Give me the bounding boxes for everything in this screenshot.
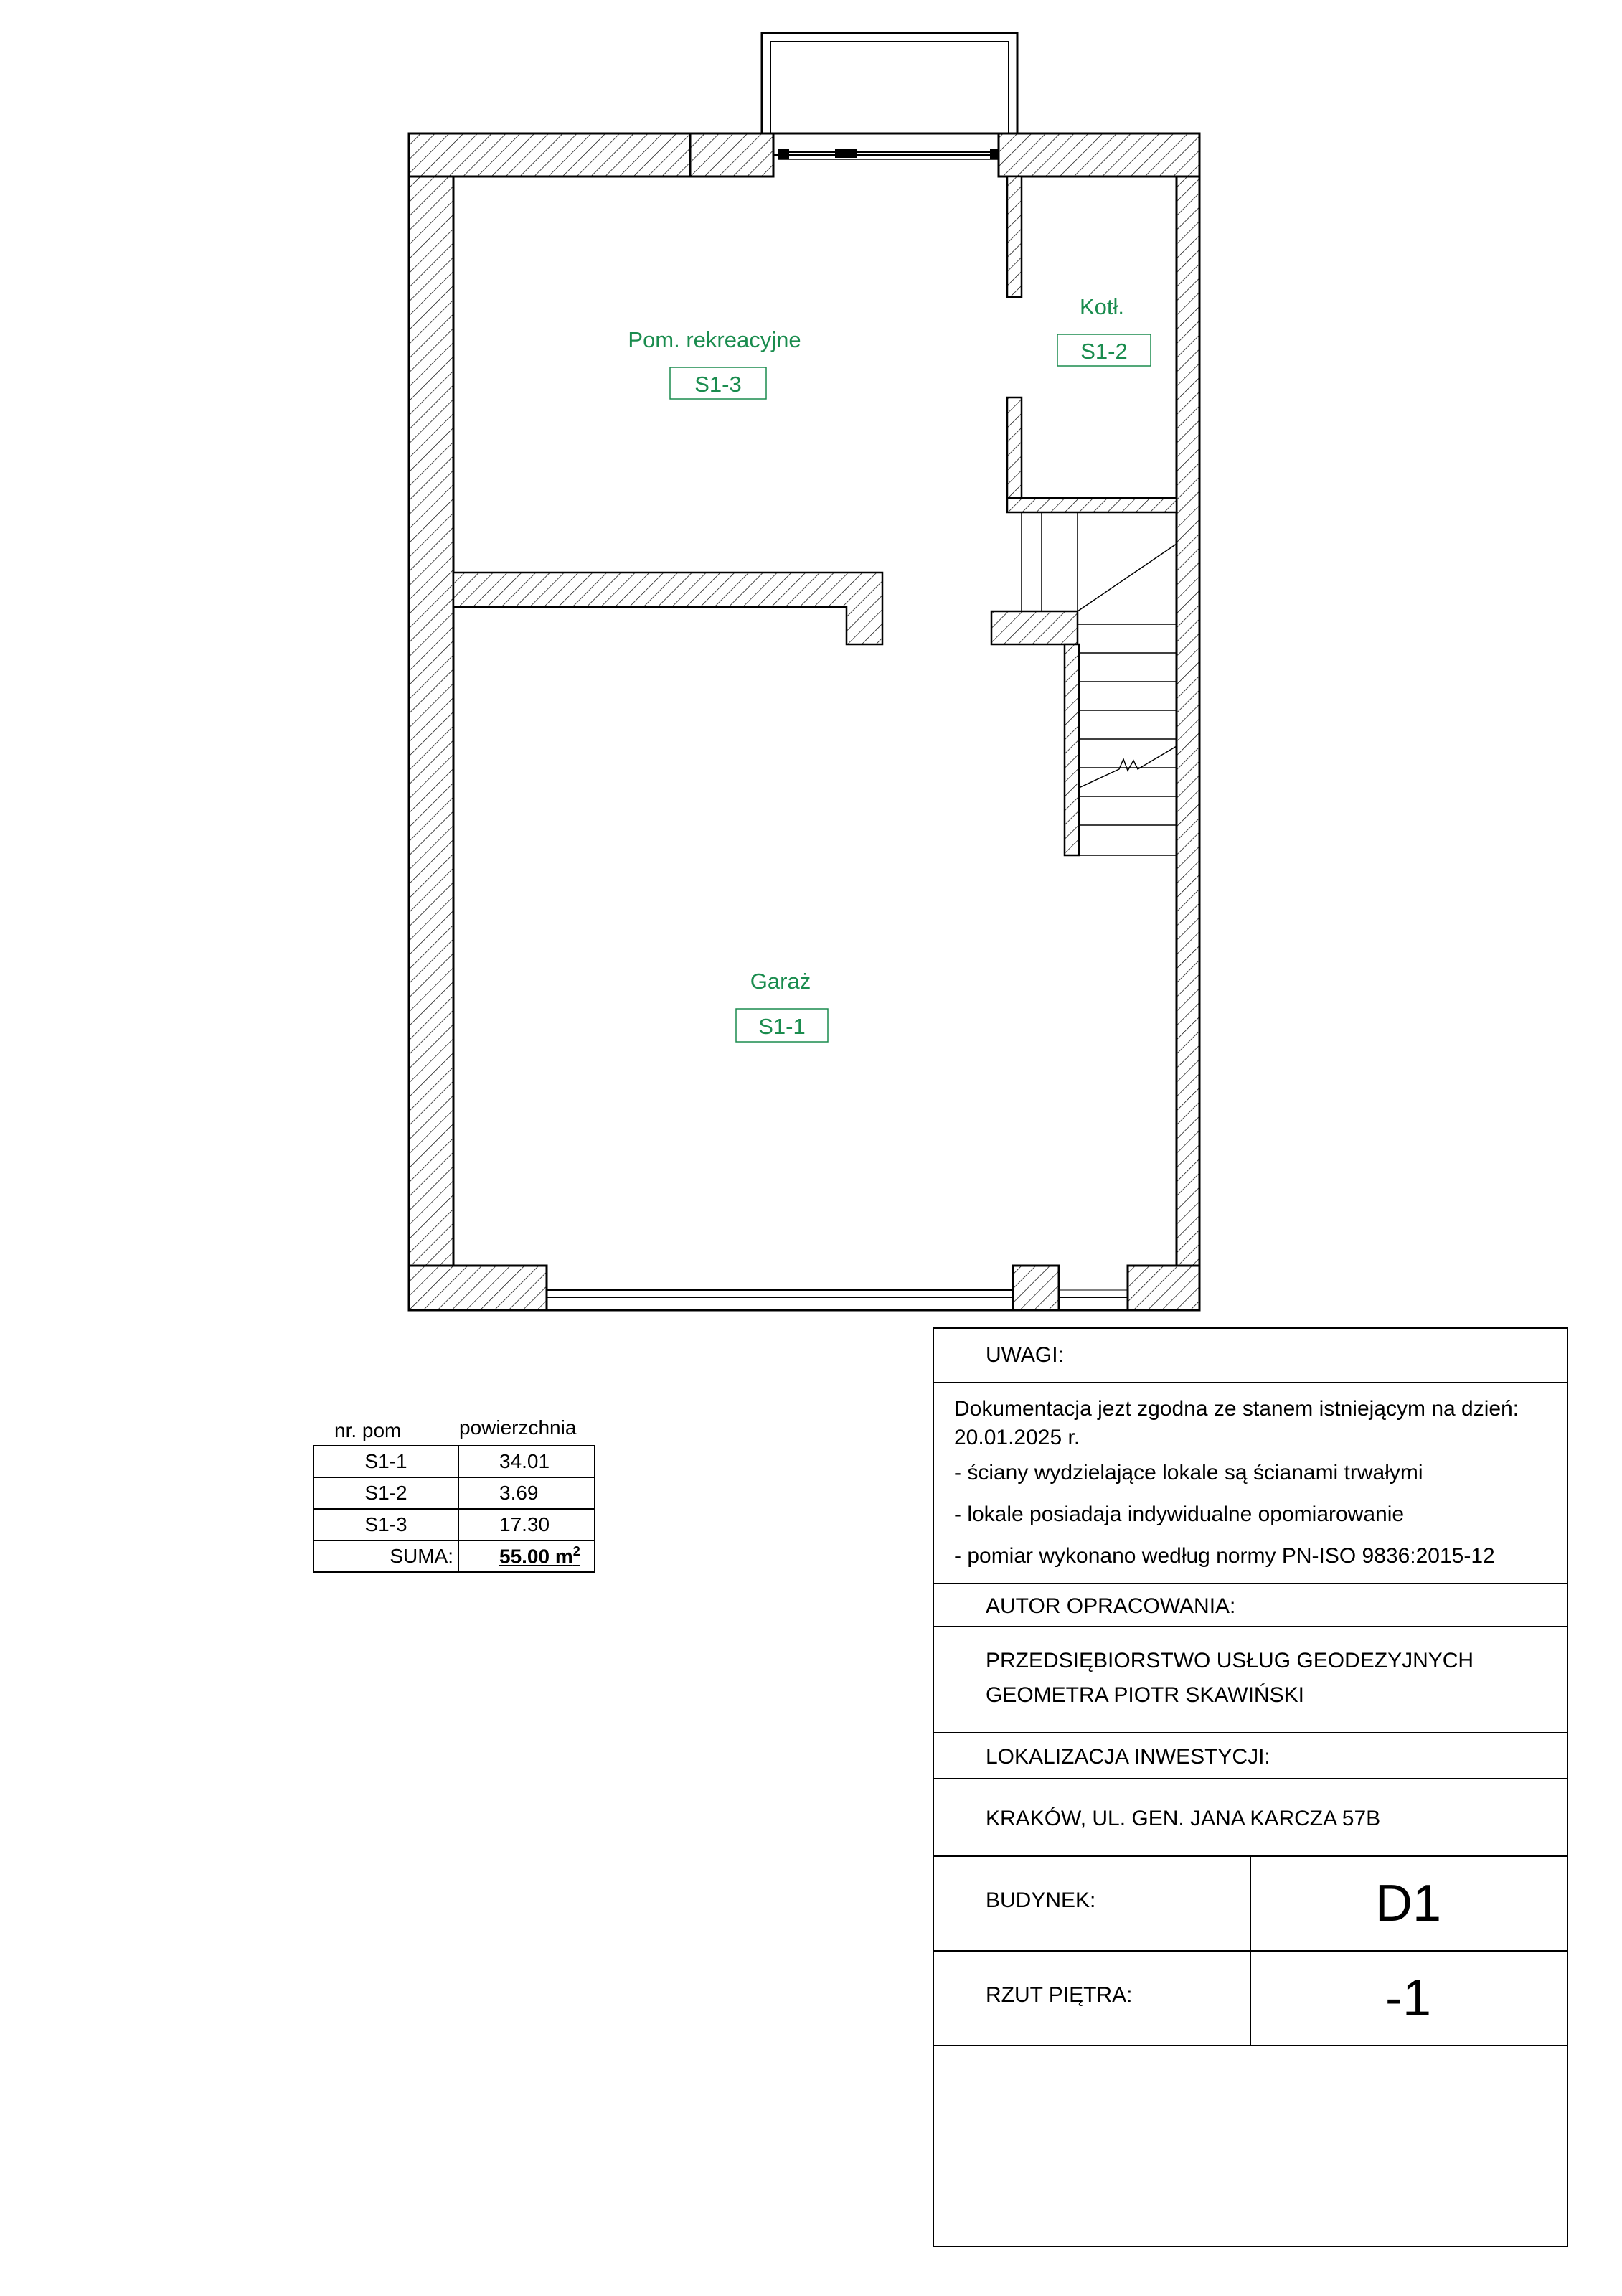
- building-label: BUDYNEK:: [986, 1888, 1096, 1912]
- remarks-header-row: [934, 1329, 1567, 1383]
- author-line-1: PRZEDSIĘBIORSTWO USŁUG GEODEZYJNYCH: [986, 1649, 1474, 1672]
- top-recess: [762, 33, 1017, 159]
- remarks-label: UWAGI:: [986, 1343, 1064, 1367]
- room-id: S1-2: [1080, 339, 1128, 364]
- room-name: Kotł.: [1079, 294, 1125, 319]
- room-label-garage: [736, 969, 828, 1042]
- area-cell: 3.69: [458, 1477, 595, 1509]
- note-item: - ściany wydzielające lokale są ścianami trwałymi: [954, 1461, 1423, 1485]
- floor-row: [934, 1952, 1567, 2046]
- author-header-row: [934, 1584, 1567, 1627]
- note-item: - lokale posiadaja indywidualne opomiarowanie: [954, 1502, 1405, 1526]
- area-table-col-area-header: powierzchnia: [459, 1416, 577, 1439]
- location-body-row: [934, 1779, 1567, 1857]
- staircase: [1022, 512, 1177, 855]
- floor-value: -1: [1385, 1970, 1432, 2027]
- documentation-statement: [954, 1395, 1552, 1452]
- table-row: [313, 1477, 595, 1509]
- area-table: [313, 1445, 595, 1573]
- author-line-2: GEOMETRA PIOTR SKAWIŃSKI: [986, 1683, 1304, 1707]
- documentation-line-2: 20.01.2025 r.: [954, 1426, 1080, 1449]
- location-header-row: [934, 1733, 1567, 1779]
- author-label: AUTOR OPRACOWANIA:: [986, 1594, 1236, 1618]
- documentation-line-1: Dokumentacja jezt zgodna ze stanem istniejącym na dzień:: [954, 1397, 1519, 1421]
- building-row: [934, 1857, 1567, 1952]
- sum-label: SUMA:: [313, 1540, 458, 1572]
- table-row: [313, 1509, 595, 1540]
- area-table-col-id-header: nr. pom: [334, 1419, 402, 1441]
- location-value: KRAKÓW, UL. GEN. JANA KARCZA 57B: [986, 1807, 1381, 1830]
- room-label-boiler: [1057, 294, 1151, 366]
- remarks-body-row: [934, 1383, 1567, 1584]
- title-block: [933, 1327, 1568, 2247]
- floor-label: RZUT PIĘTRA:: [986, 1983, 1133, 2007]
- sum-unit-exponent: 2: [572, 1544, 580, 1559]
- area-cell: 17.30: [458, 1509, 595, 1540]
- room-id-cell: S1-2: [313, 1477, 458, 1509]
- area-cell: 34.01: [458, 1446, 595, 1477]
- room-label-recreation: [628, 327, 801, 399]
- sum-value: [458, 1540, 595, 1572]
- room-id-cell: S1-1: [313, 1446, 458, 1477]
- room-id-cell: S1-3: [313, 1509, 458, 1540]
- room-id: S1-3: [694, 372, 742, 397]
- room-id: S1-1: [758, 1014, 806, 1039]
- table-row: [313, 1446, 595, 1477]
- sum-row: [313, 1540, 595, 1572]
- building-value: D1: [1375, 1875, 1442, 1932]
- room-name: Pom. rekreacyjne: [628, 327, 801, 352]
- author-body-row: [934, 1627, 1567, 1733]
- sum-number: 55.00 m: [499, 1545, 573, 1568]
- room-name: Garaż: [750, 969, 811, 994]
- location-label: LOKALIZACJA INWESTYCJI:: [986, 1745, 1270, 1769]
- interior-walls: [453, 177, 1177, 855]
- note-item: - pomiar wykonano według normy PN-ISO 9836:2015-12: [954, 1544, 1495, 1568]
